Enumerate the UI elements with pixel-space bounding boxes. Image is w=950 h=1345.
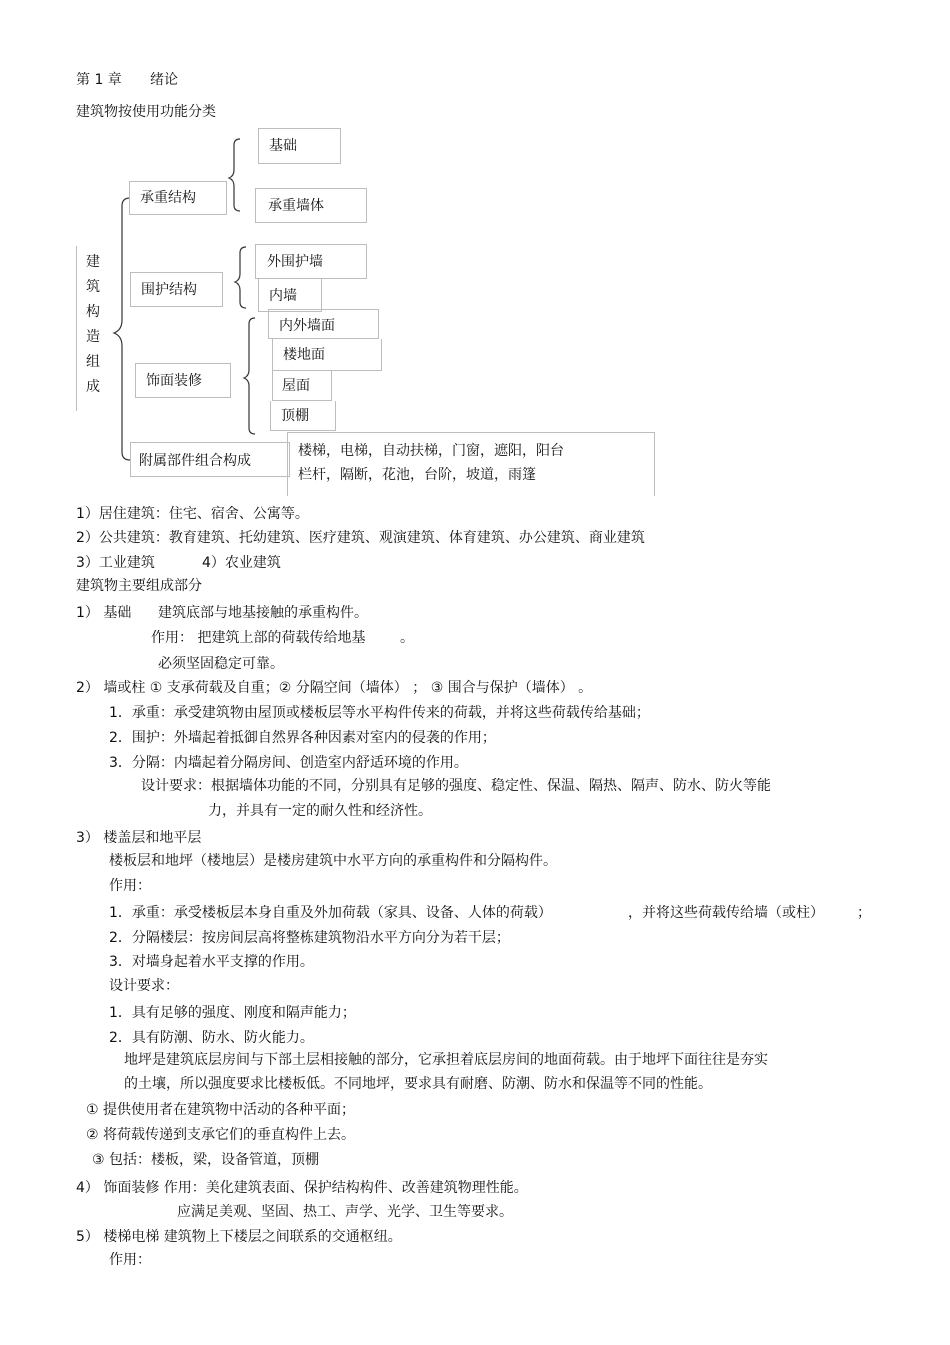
part3-note: 的土壤，所以强度要求比楼板低。不同地坪，要求具有耐磨、防潮、防水和保温等不同的性能。	[124, 1076, 712, 1092]
part2-requirement: 设计要求：根据墙体功能的不同，分别具有足够的强度、稳定性、保温、隔热、隔声、防水、防火等能	[141, 778, 771, 794]
heading-main-parts: 建筑物主要组成部分	[76, 578, 202, 594]
part3-item: 3．对墙身起着水平支撑的作用。	[109, 954, 314, 970]
enclosure-label: 围护结构	[141, 282, 197, 298]
type-public: 2）公共建筑：教育建筑、托幼建筑、医疗建筑、观演建筑、体育建筑、办公建筑、商业建筑	[76, 530, 645, 546]
enclosure-child	[258, 279, 322, 312]
bearing-label: 承重结构	[140, 190, 196, 206]
part3-circle-item: ③ 包括：楼板，梁，设备管道，顶棚	[92, 1152, 320, 1168]
heading-classification: 建筑物按使用功能分类	[76, 104, 216, 120]
type-residential: 1）居住建筑：住宅、宿舍、公寓等。	[76, 506, 309, 522]
part1-function-end: 。	[400, 630, 414, 646]
root-char: 筑	[86, 279, 100, 295]
finish-child	[272, 371, 332, 401]
main-bracket	[114, 198, 130, 460]
part1-definition: 建筑底部与地基接触的承重构件。	[158, 605, 368, 621]
accessory-label: 附属部件组合构成	[139, 453, 251, 469]
finish-node	[135, 363, 231, 398]
bearing-child	[258, 128, 341, 164]
part5-function: 作用：	[109, 1252, 151, 1268]
accessory-detail	[287, 432, 655, 496]
finish-child-label: 屋面	[282, 378, 310, 394]
enclosure-child-label: 外围护墙	[267, 254, 323, 270]
part3-item: 1．承重：承受楼板层本身自重及外加荷载（家具、设备、人体的荷载）	[109, 905, 552, 921]
part1-head: 1） 基础	[76, 605, 132, 621]
accessory-node	[130, 442, 290, 477]
type-industrial: 3）工业建筑	[76, 555, 155, 571]
part2-requirement: 力，并具有一定的耐久性和经济性。	[208, 803, 432, 819]
bearing-child-label: 基础	[269, 138, 297, 154]
enclosure-node	[130, 272, 223, 307]
part2-head: 2） 墙或柱 ① 支承荷载及自重；② 分隔空间（墙体） ； ③ 围合与保护（墙体） 。	[76, 680, 593, 696]
part3-function: 作用：	[109, 878, 151, 894]
type-agricultural: 4）农业建筑	[202, 555, 281, 571]
chapter-title: 绪论	[150, 72, 178, 88]
finish-child-label: 顶棚	[281, 408, 309, 424]
bracket-lines	[0, 0, 950, 500]
part3-note: 地坪是建筑底层房间与下部土层相接触的部分，它承担着底层房间的地面荷载。由于地坪下面往往是夯实	[124, 1052, 768, 1068]
finish-child	[268, 309, 379, 339]
bearing-node	[129, 181, 227, 215]
enclosure-child-label: 内墙	[269, 288, 297, 304]
part3-item-end: ；	[857, 905, 871, 921]
part2-item: 3．分隔：内墙起着分隔房间、创造室内舒适环境的作用。	[109, 755, 468, 771]
finish-child-label: 楼地面	[283, 347, 325, 363]
part3-item: 2．分隔楼层：按房间层高将整栋建筑物沿水平方向分为若干层；	[109, 930, 510, 946]
part1-requirement: 必须坚固稳定可靠。	[158, 656, 284, 672]
bearing-bracket	[229, 139, 240, 211]
finish-bracket	[244, 318, 255, 434]
finish-label: 饰面装修	[146, 373, 202, 389]
bearing-child	[255, 188, 367, 223]
root-char: 构	[86, 304, 100, 320]
finish-child-label: 内外墙面	[279, 318, 335, 334]
root-char: 组	[86, 354, 100, 370]
accessory-line: 楼梯，电梯，自动扶梯，门窗，遮阳，阳台	[298, 443, 564, 459]
bearing-child-label: 承重墙体	[268, 198, 324, 214]
part3-req-item: 2．具有防潮、防水、防火能力。	[109, 1030, 314, 1046]
part3-head: 3） 楼盖层和地平层	[76, 830, 202, 846]
part4-requirement: 应满足美观、坚固、热工、声学、光学、卫生等要求。	[177, 1204, 513, 1220]
part3-definition: 楼板层和地坪（楼地层）是楼房建筑中水平方向的承重构件和分隔构件。	[109, 853, 557, 869]
part1-function: 作用： 把建筑上部的荷载传给地基	[151, 630, 366, 646]
part3-item-cont: ，并将这些荷载传给墙（或柱）	[628, 905, 824, 921]
part4-head: 4） 饰面装修 作用：美化建筑表面、保护结构构件、改善建筑物理性能。	[76, 1180, 528, 1196]
part2-item: 1．承重：承受建筑物由屋顶或楼板层等水平构件传来的荷载，并将这些荷载传给基础；	[109, 705, 650, 721]
chapter-number: 第 1 章	[76, 72, 122, 88]
part3-circle-item: ② 将荷载传递到支承它们的垂直构件上去。	[86, 1127, 355, 1143]
finish-child	[270, 401, 336, 431]
finish-child	[272, 339, 382, 371]
part3-req-item: 1．具有足够的强度、刚度和隔声能力；	[109, 1005, 356, 1021]
enclosure-bracket	[235, 247, 246, 308]
accessory-line: 栏杆，隔断，花池，台阶，坡道，雨篷	[298, 467, 536, 483]
part3-circle-item: ① 提供使用者在建筑物中活动的各种平面；	[86, 1102, 355, 1118]
part3-requirement: 设计要求：	[109, 978, 179, 994]
part2-item: 2．围护：外墙起着抵御自然界各种因素对室内的侵袭的作用；	[109, 730, 496, 746]
enclosure-child	[255, 244, 367, 279]
part5-head: 5） 楼梯电梯 建筑物上下楼层之间联系的交通枢纽。	[76, 1229, 402, 1245]
root-char: 建	[86, 254, 100, 270]
root-char: 成	[86, 379, 100, 395]
root-char: 造	[86, 329, 100, 345]
